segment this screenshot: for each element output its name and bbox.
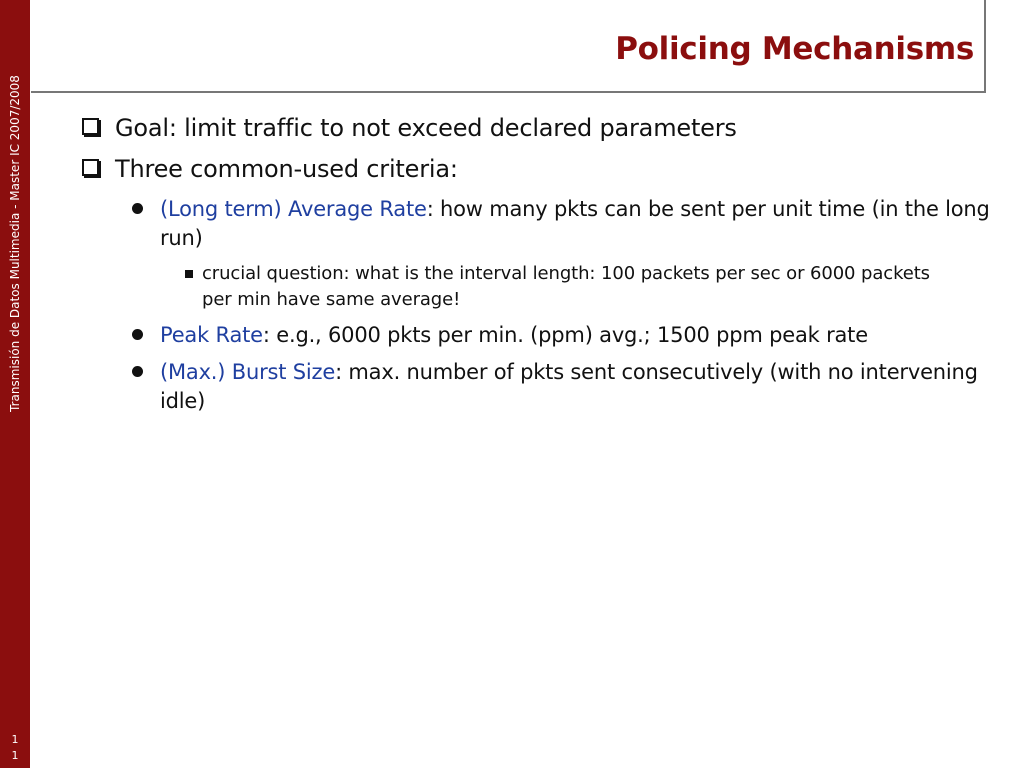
slide-number: 11 xyxy=(11,733,19,762)
criterion-term: Peak Rate xyxy=(160,323,263,347)
criterion-description: : how many pkts can be sent per unit time (in the long run) xyxy=(160,197,990,250)
bullet-text: Three common-used criteria: xyxy=(115,155,458,183)
title-frame xyxy=(31,0,986,93)
criterion-term: (Long term) Average Rate xyxy=(160,197,427,221)
circle-bullet-icon xyxy=(132,203,143,214)
criterion-peak-rate xyxy=(132,321,992,350)
circle-bullet-icon xyxy=(132,366,143,377)
criterion-description: : max. number of pkts sent consecutively (with no intervening idle) xyxy=(160,360,978,413)
course-label: Transmisión de Datos Multimedia - Master IC 2007/2008 xyxy=(8,75,22,412)
sidebar xyxy=(0,0,30,768)
criterion-term: (Max.) Burst Size xyxy=(160,360,336,384)
hollow-square-bullet-icon xyxy=(82,159,99,176)
hollow-square-bullet-icon xyxy=(82,118,99,135)
criterion-description: : e.g., 6000 pkts per min. (ppm) avg.; 1500 ppm peak rate xyxy=(262,323,868,347)
criterion-average-rate xyxy=(132,195,992,253)
bullet-goal xyxy=(82,112,737,144)
sub-bullet-interval xyxy=(181,261,981,313)
slide-title: Policing Mechanisms xyxy=(615,31,974,67)
circle-bullet-icon xyxy=(132,329,143,340)
sub-bullet-text: crucial question: what is the interval length: 100 packets per sec or 6000 packets per min have same average! xyxy=(202,263,930,310)
bullet-text: Goal: limit traffic to not exceed declared parameters xyxy=(115,114,737,142)
square-bullet-icon xyxy=(185,270,193,278)
criterion-burst-size xyxy=(132,358,992,416)
bullet-criteria xyxy=(82,153,458,185)
